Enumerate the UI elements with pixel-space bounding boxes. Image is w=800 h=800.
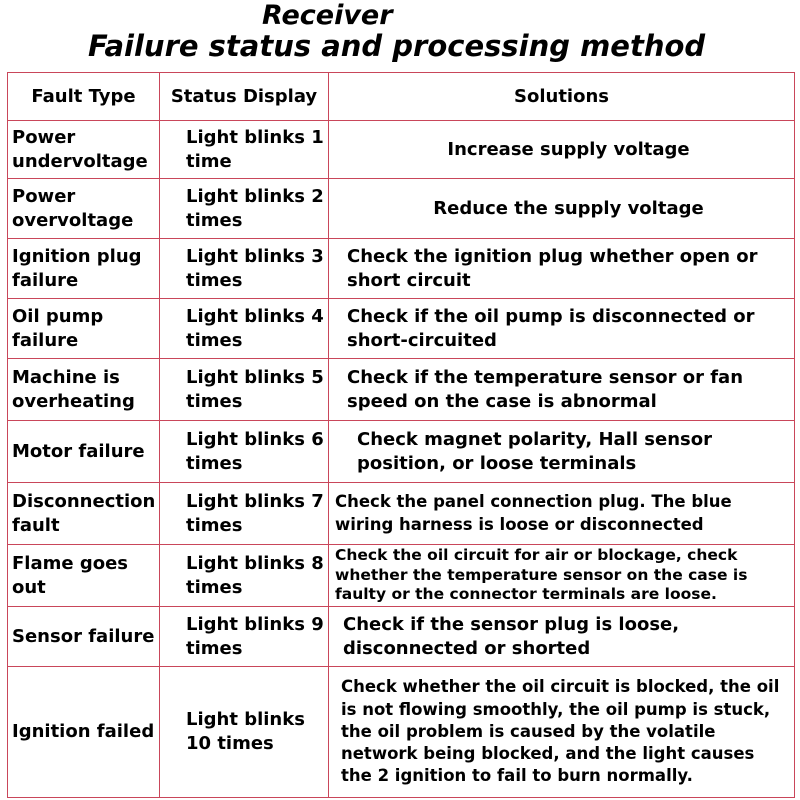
table-row bbox=[8, 179, 795, 239]
fault-type-cell: Disconnection fault bbox=[8, 483, 160, 545]
fault-type-cell: Oil pump failure bbox=[8, 299, 160, 359]
solution-cell: Increase supply voltage bbox=[329, 121, 795, 179]
status-display-cell: Light blinks 1 time bbox=[160, 121, 329, 179]
table-header-row bbox=[8, 73, 795, 121]
status-display-cell: Light blinks 2 times bbox=[160, 179, 329, 239]
fault-type-cell: Machine is overheating bbox=[8, 359, 160, 421]
status-display-cell: Light blinks 10 times bbox=[160, 667, 329, 798]
status-display-cell: Light blinks 5 times bbox=[160, 359, 329, 421]
status-display-cell: Light blinks 3 times bbox=[160, 239, 329, 299]
solution-cell: Check the panel connection plug. The blue wiring harness is loose or disconnected bbox=[329, 483, 795, 545]
solution-cell: Reduce the supply voltage bbox=[329, 179, 795, 239]
table-row bbox=[8, 121, 795, 179]
table-row bbox=[8, 359, 795, 421]
table-row bbox=[8, 667, 795, 798]
table-row bbox=[8, 299, 795, 359]
solution-cell: Check the oil circuit for air or blockage, check whether the temperature sensor on the case is faulty or the connector terminals are loose. bbox=[329, 545, 795, 607]
page-subtitle: Failure status and processing method bbox=[88, 29, 706, 63]
table-row bbox=[8, 421, 795, 483]
fault-type-cell: Flame goes out bbox=[8, 545, 160, 607]
fault-type-cell: Motor failure bbox=[8, 421, 160, 483]
status-display-cell: Light blinks 9 times bbox=[160, 607, 329, 667]
fault-type-cell: Power undervoltage bbox=[8, 121, 160, 179]
table-row bbox=[8, 545, 795, 607]
solution-cell: Check the ignition plug whether open or short circuit bbox=[329, 239, 795, 299]
fault-type-cell: Sensor failure bbox=[8, 607, 160, 667]
fault-type-cell: Ignition plug failure bbox=[8, 239, 160, 299]
solution-cell: Check if the oil pump is disconnected or short-circuited bbox=[329, 299, 795, 359]
table-row bbox=[8, 483, 795, 545]
solution-cell: Check magnet polarity, Hall sensor position, or loose terminals bbox=[329, 421, 795, 483]
fault-table bbox=[7, 72, 795, 798]
fault-type-cell: Power overvoltage bbox=[8, 179, 160, 239]
page-title: Receiver bbox=[262, 0, 393, 31]
status-display-cell: Light blinks 6 times bbox=[160, 421, 329, 483]
table-row bbox=[8, 607, 795, 667]
header-status-display: Status Display bbox=[160, 73, 329, 121]
solution-cell: Check if the temperature sensor or fan speed on the case is abnormal bbox=[329, 359, 795, 421]
header-solutions: Solutions bbox=[329, 73, 795, 121]
table-row bbox=[8, 239, 795, 299]
fault-type-cell: Ignition failed bbox=[8, 667, 160, 798]
solution-cell: Check whether the oil circuit is blocked, the oil is not flowing smoothly, the oil pump is stuck, the oil problem is caused by the volatile network being blocked, and the light causes the 2 ignition to fail to burn normally. bbox=[329, 667, 795, 798]
solution-cell: Check if the sensor plug is loose, disconnected or shorted bbox=[329, 607, 795, 667]
status-display-cell: Light blinks 7 times bbox=[160, 483, 329, 545]
header-fault-type: Fault Type bbox=[8, 73, 160, 121]
status-display-cell: Light blinks 8 times bbox=[160, 545, 329, 607]
status-display-cell: Light blinks 4 times bbox=[160, 299, 329, 359]
